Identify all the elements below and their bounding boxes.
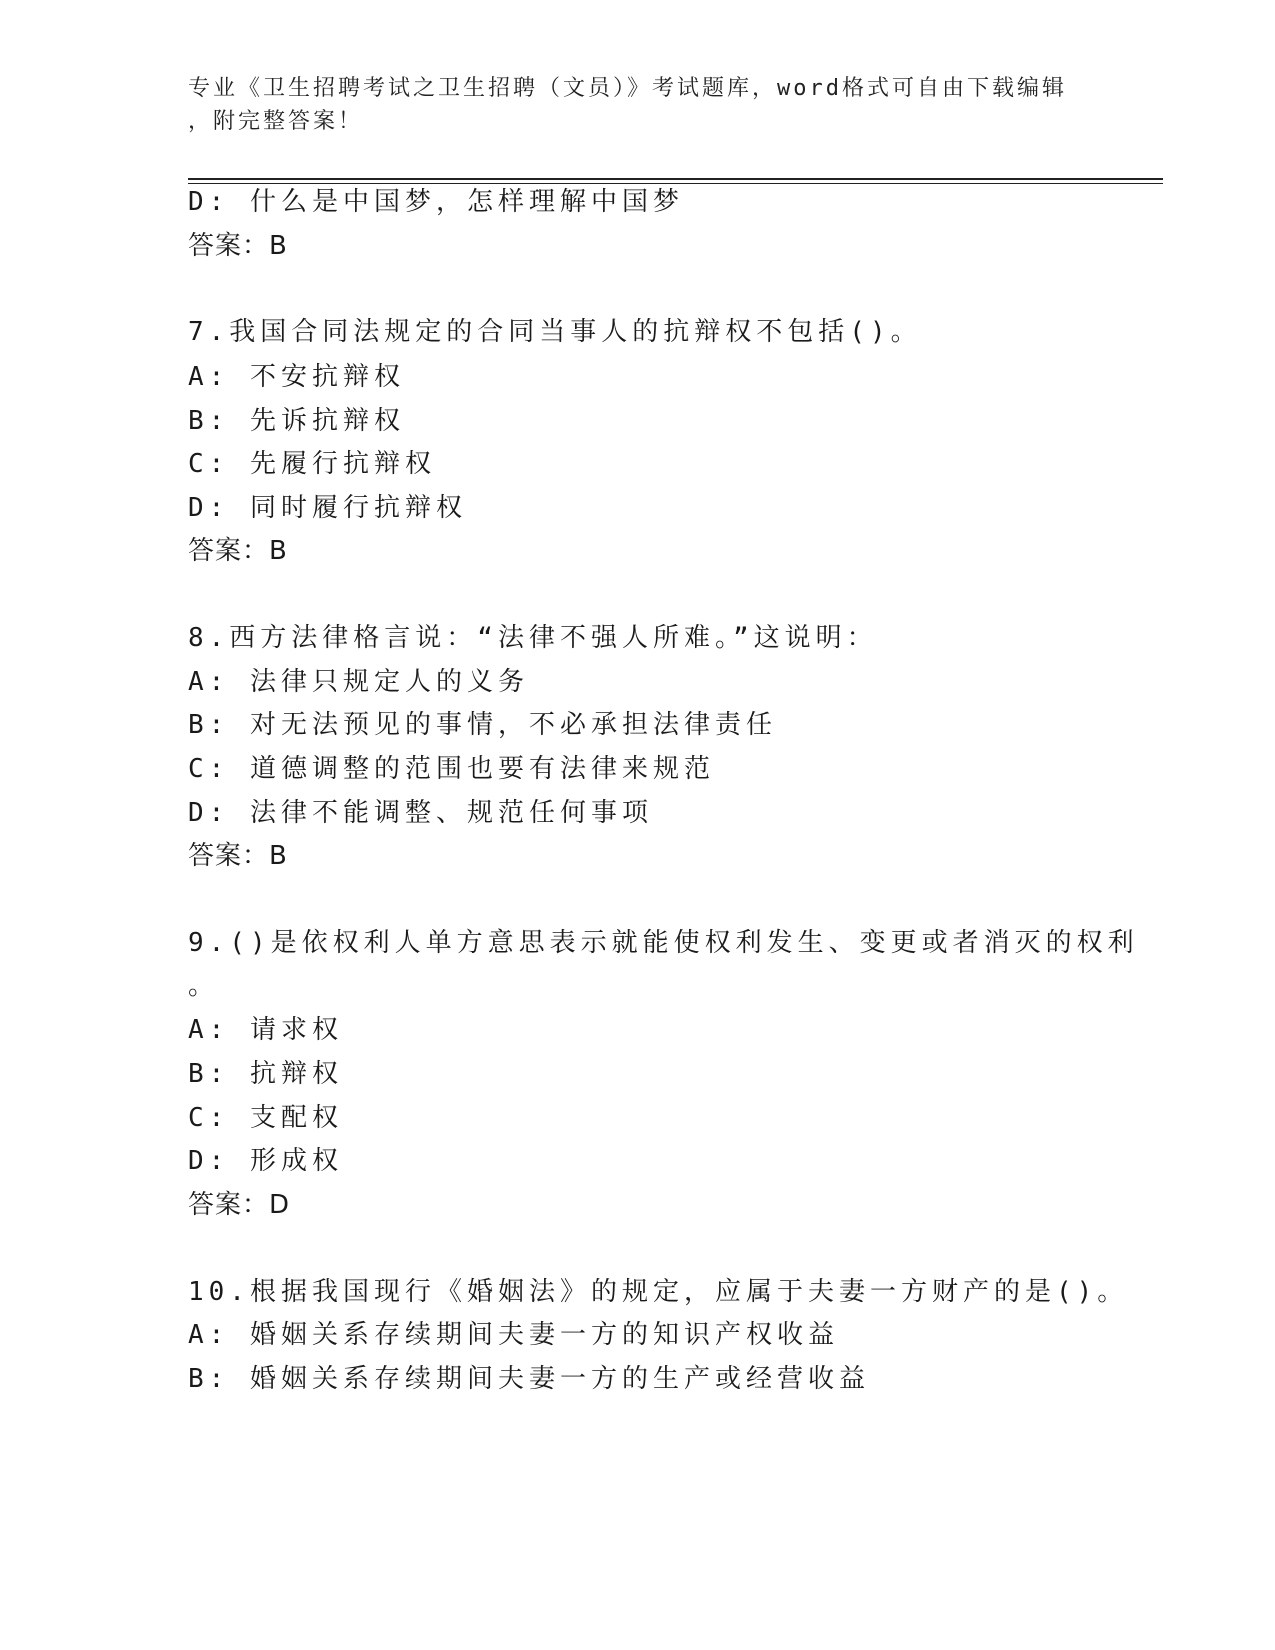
header-divider-thick [188, 178, 1163, 180]
q10-option-a: A: 婚姻关系存续期间夫妻一方的知识产权收益 [188, 1320, 839, 1350]
q8-answer: 答案：B [188, 841, 288, 871]
prev-option-d: D: 什么是中国梦，怎样理解中国梦 [188, 187, 684, 217]
q9-option-c: C: 支配权 [188, 1103, 343, 1133]
q7-option-b: B: 先诉抗辩权 [188, 406, 405, 436]
q9-stem-line-1: 9.()是依权利人单方意思表示就能使权利发生、变更或者消灭的权利 [188, 928, 1139, 958]
q7-option-a: A: 不安抗辩权 [188, 362, 405, 392]
q7-option-d: D: 同时履行抗辩权 [188, 493, 467, 523]
q10-option-b: B: 婚姻关系存续期间夫妻一方的生产或经营收益 [188, 1364, 870, 1394]
prev-answer: 答案：B [188, 231, 288, 261]
q8-option-d: D: 法律不能调整、规范任何事项 [188, 798, 653, 828]
header-line-1: 专业《卫生招聘考试之卫生招聘（文员）》考试题库，word格式可自由下载编辑 [188, 76, 1067, 101]
header-divider-thin [188, 183, 1163, 184]
header-line-2: ，附完整答案！ [188, 109, 364, 134]
q8-option-b: B: 对无法预见的事情，不必承担法律责任 [188, 710, 777, 740]
q7-option-c: C: 先履行抗辩权 [188, 449, 436, 479]
q9-option-d: D: 形成权 [188, 1146, 343, 1176]
q7-answer: 答案：B [188, 536, 288, 566]
document-header [188, 72, 1088, 138]
q9-option-b: B: 抗辩权 [188, 1059, 343, 1089]
q9-stem-line-2: 。 [188, 971, 220, 1001]
q8-stem: 8.西方法律格言说：“法律不强人所难。”这说明： [188, 623, 878, 653]
q8-option-a: A: 法律只规定人的义务 [188, 667, 529, 697]
q10-stem: 10.根据我国现行《婚姻法》的规定，应属于夫妻一方财产的是()。 [188, 1277, 1129, 1307]
q9-answer: 答案：D [188, 1190, 291, 1220]
q9-option-a: A: 请求权 [188, 1015, 343, 1045]
q8-option-c: C: 道德调整的范围也要有法律来规范 [188, 754, 715, 784]
q7-stem: 7.我国合同法规定的合同当事人的抗辩权不包括()。 [188, 317, 922, 347]
